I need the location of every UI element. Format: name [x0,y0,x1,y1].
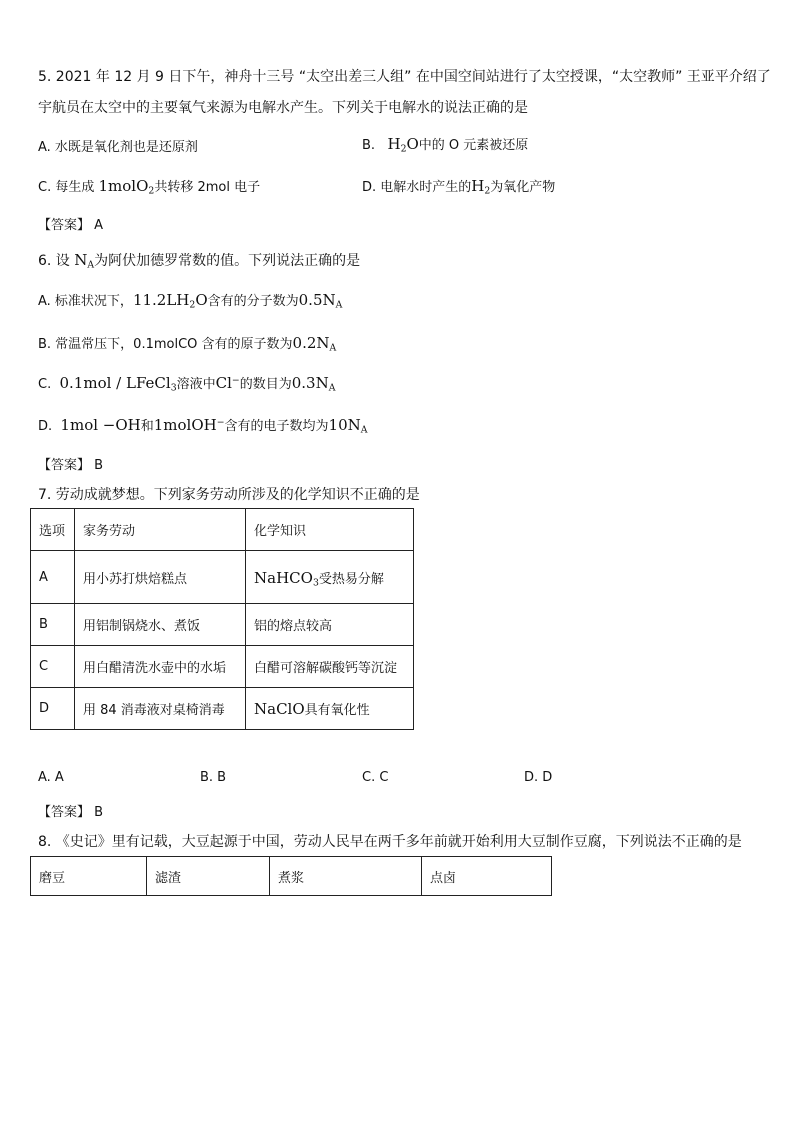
table-cell-labor: 用 84 消毒液对桌椅消毒 [75,688,246,730]
q6-option-d-formula2: 1molOH− [153,416,225,434]
q5-option-c-formula: 1molO$_2$ [98,177,155,197]
table-header-cell: 选项 [31,509,75,551]
table-cell-labor: 用铝制锅烧水、煮饭 [75,604,246,646]
q6-option-d: D. 1mol −OH和1molOH−含有的电子数均为$10N_A$ [38,416,368,436]
q6-option-a-formula: $11.2LH_2O$ [132,291,208,311]
q5-option-d-formula: $H_2$ [471,177,491,197]
table-header-row [31,509,414,551]
q5-stem-line2: 宇航员在太空中的主要氧气来源为电解水产生。下列关于电解水的说法正确的是 [38,100,528,116]
q6-option-a-value: $0.5N_A$ [298,291,343,311]
table-cell-option: B [31,604,75,646]
q6-option-b-value: $0.2N_A$ [292,334,337,354]
q6-option-c: C. 0.1mol / LFeCl$_3$溶液中Cl−的数目为$0.3N_A$ [38,374,336,394]
table-header-cell: 家务劳动 [75,509,246,551]
q5-answer: 【答案】 A [38,218,104,233]
q7-choice-a: A. A [38,770,64,785]
q7-answer: 【答案】 B [38,805,104,820]
q6-option-d-value: $10N_A$ [328,416,368,436]
table-row [31,857,552,896]
q8-stem: 8. 《史记》里有记载，大豆起源于中国，劳动人民早在两千多年前就开始利用大豆制作豆腐，下列说法不正确的是 [38,834,742,850]
table-row [31,646,414,688]
q8-steps-table [30,856,552,896]
q6-option-d-formula1: 1mol −OH [60,416,141,434]
q7-choice-c: C. C [362,770,389,785]
q5-option-b-formula: $H_2O$ [387,135,419,155]
step-cell: 滤渣 [147,857,270,896]
q6-na-symbol: $N_A$ [74,251,95,271]
table-header-cell: 化学知识 [246,509,414,551]
q5-stem-line1: 5. 2021 年 12 月 9 日下午，神舟十三号 “太空出差三人组” 在中国空间站进行了太空授课，“太空教师” 王亚平介绍了 [38,69,771,85]
q7-table [30,508,414,730]
table-row [31,688,414,730]
table-cell-formula: NaHCO$_3$ [254,568,319,588]
table-cell-knowledge: 铝的熔点较高 [246,604,414,646]
q6-option-a: A. 标准状况下，$11.2LH_2O$含有的分子数为$0.5N_A$ [38,291,343,311]
q6-option-c-formula: 0.1mol / LFeCl$_3$ [59,374,177,394]
table-cell-knowledge: 白醋可溶解碳酸钙等沉淀 [246,646,414,688]
q6-option-b: B. 常温常压下，0.1molCO 含有的原子数为$0.2N_A$ [38,334,337,354]
q7-choice-d: D. D [524,770,553,785]
q7-stem: 7. 劳动成就梦想。下列家务劳动所涉及的化学知识不正确的是 [38,487,420,503]
table-cell-formula: NaClO [254,700,305,718]
q5-option-d: D. 电解水时产生的$H_2$为氧化产物 [362,177,556,197]
q5-option-c: C. 每生成 1molO$_2$共转移 2mol 电子 [38,177,261,197]
table-cell-option: C [31,646,75,688]
table-cell-labor: 用小苏打烘焙糕点 [75,551,246,604]
step-cell: 煮浆 [270,857,422,896]
q6-stem: 6. 设 $N_A$为阿伏加德罗常数的值。下列说法正确的是 [38,251,361,271]
q5-option-b: B. $H_2O$中的 O 元素被还原 [362,135,529,155]
table-cell-knowledge: NaHCO$_3$受热易分解 [246,551,414,604]
q6-option-c-value: $0.3N_A$ [291,374,336,394]
table-cell-option: A [31,551,75,604]
table-cell-knowledge: NaClO具有氧化性 [246,688,414,730]
q5-option-a: A. 水既是氧化剂也是还原剂 [38,140,198,155]
table-row [31,551,414,604]
q6-option-c-ion: Cl− [215,374,240,392]
q6-answer: 【答案】 B [38,458,104,473]
step-cell: 点卤 [422,857,552,896]
q7-choice-b: B. B [200,770,227,785]
table-cell-option: D [31,688,75,730]
table-row [31,604,414,646]
step-cell: 磨豆 [31,857,147,896]
table-cell-labor: 用白醋清洗水壶中的水垢 [75,646,246,688]
